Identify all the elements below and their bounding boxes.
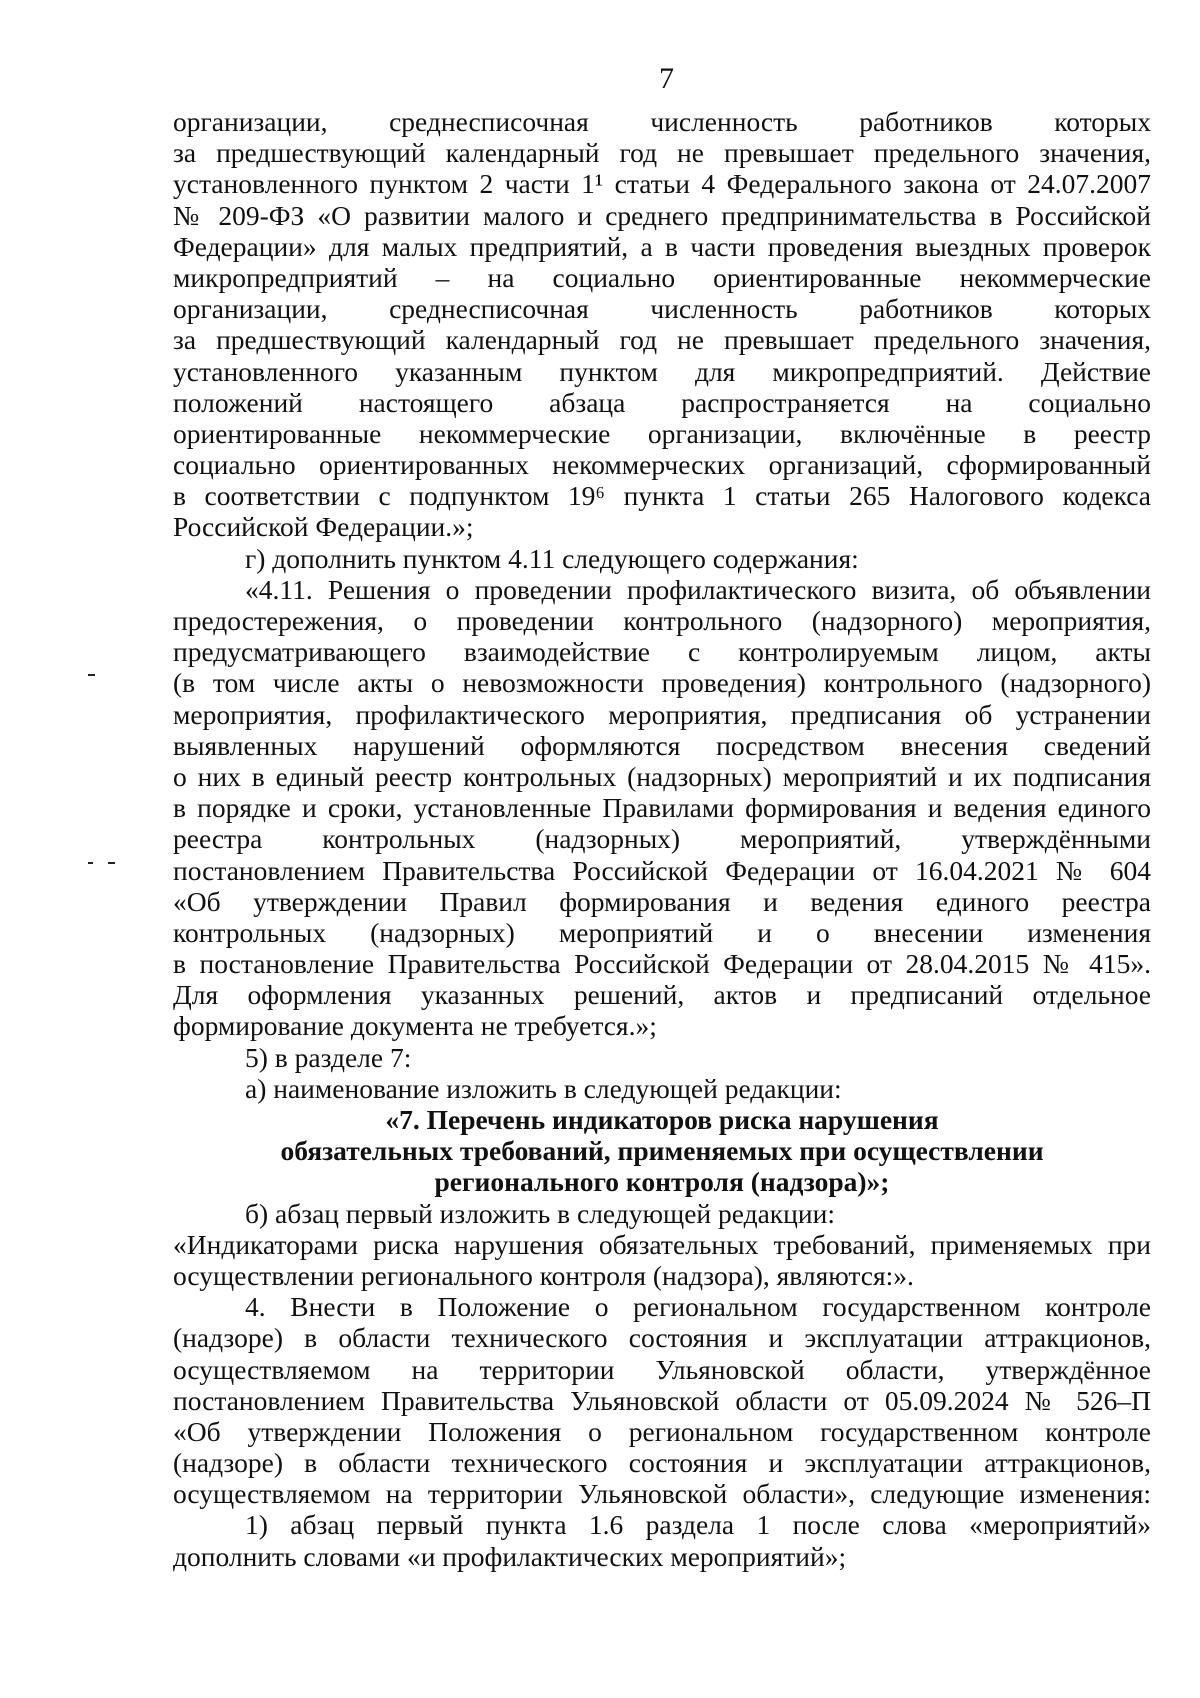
- text-line: 1) абзац первый пункта 1.6 раздела 1 после слова «мероприятий»: [245, 1509, 1151, 1541]
- text-line: мероприятия, профилактического мероприятия, предписания об устранении: [173, 698, 1151, 730]
- text-line: в постановление Правительства Российской Федерации от 28.04.2015 № 415».: [173, 948, 1151, 980]
- text-line: регионального контроля (надзора)»;: [434, 1166, 890, 1198]
- text-line: организации, среднесписочная численность работников которых: [173, 106, 1151, 137]
- text-line: «7. Перечень индикаторов риска нарушения: [385, 1104, 939, 1135]
- text-line: положений настоящего абзаца распространяется на социально: [173, 386, 1151, 418]
- text-line: № 209-ФЗ «О развитии малого и среднего предпринимательства в Российской: [173, 199, 1151, 231]
- text-line: «4.11. Решения о проведении профилактического визита, об объявлении: [245, 573, 1151, 605]
- text-line: осуществлении регионального контроля (надзора), являются:».: [173, 1259, 914, 1291]
- text-line: (надзоре) в области технического состояния и эксплуатации аттракционов,: [173, 1322, 1151, 1354]
- text-line: 5) в разделе 7:: [245, 1041, 412, 1073]
- text-line: дополнить словами «и профилактических мероприятий»;: [173, 1540, 847, 1572]
- text-line: выявленных нарушений оформляются посредством внесения сведений: [173, 729, 1151, 761]
- text-line: «Индикаторами риска нарушения обязательных требований, применяемых при: [173, 1228, 1151, 1260]
- text-line: б) абзац первый изложить в следующей редакции:: [245, 1197, 835, 1229]
- text-line: в соответствии с подпунктом 19⁶ пункта 1 статьи 265 Налогового кодекса: [173, 480, 1151, 512]
- scan-mark: [88, 862, 93, 864]
- page-number: 7: [659, 62, 674, 95]
- text-line: обязательных требований, применяемых при осуществлении: [280, 1135, 1044, 1167]
- text-line: г) дополнить пунктом 4.11 следующего содержания:: [245, 542, 859, 574]
- text-line: (в том числе акты о невозможности проведения) контрольного (надзорного): [173, 667, 1151, 699]
- text-line: о них в единый реестр контрольных (надзорных) мероприятий и их подписания: [173, 760, 1151, 792]
- text-line: Российской Федерации.»;: [173, 511, 474, 543]
- text-line: установленного указанным пунктом для микропредприятий. Действие: [173, 355, 1151, 387]
- text-line: постановлением Правительства Российской Федерации от 16.04.2021 № 604: [173, 854, 1151, 886]
- text-line: за предшествующий календарный год не превышает предельного значения,: [173, 137, 1151, 169]
- text-line: установленного пунктом 2 части 1¹ статьи 4 Федерального закона от 24.07.2007: [173, 168, 1151, 200]
- text-line: социально ориентированных некоммерческих организаций, сформированный: [173, 449, 1151, 481]
- text-line: контрольных (надзорных) мероприятий и о внесении изменения: [173, 916, 1151, 948]
- text-line: (надзоре) в области технического состояния и эксплуатации аттракционов,: [173, 1447, 1151, 1479]
- text-line: за предшествующий календарный год не превышает предельного значения,: [173, 324, 1151, 356]
- text-line: предусматривающего взаимодействие с контролируемым лицом, акты: [173, 636, 1151, 668]
- text-line: организации, среднесписочная численность работников которых: [173, 293, 1151, 325]
- document-body: [173, 106, 1151, 1572]
- scan-mark: [108, 862, 115, 864]
- text-line: ориентированные некоммерческие организации, включённые в реестр: [173, 417, 1151, 449]
- text-line: осуществляемом на территории Ульяновской области», следующие изменения:: [173, 1478, 1151, 1510]
- text-line: предостережения, о проведении контрольного (надзорного) мероприятия,: [173, 605, 1151, 636]
- text-line: «Об утверждении Правил формирования и ведения единого реестра: [173, 885, 1151, 917]
- text-line: Для оформления указанных решений, актов и предписаний отдельное: [173, 979, 1151, 1011]
- text-line: микропредприятий – на социально ориентированные некоммерческие: [173, 261, 1151, 293]
- text-line: реестра контрольных (надзорных) мероприятий, утверждёнными: [173, 823, 1151, 855]
- text-line: Федерации» для малых предприятий, а в части проведения выездных проверок: [173, 230, 1151, 262]
- text-line: постановлением Правительства Ульяновской области от 05.09.2024 № 526–П: [173, 1384, 1151, 1416]
- text-line: 4. Внести в Положение о региональном государственном контроле: [245, 1291, 1151, 1323]
- text-line: осуществляемом на территории Ульяновской области, утверждённое: [173, 1353, 1151, 1385]
- scan-mark: [88, 674, 95, 676]
- text-line: «Об утверждении Положения о региональном государственном контроле: [173, 1415, 1151, 1447]
- text-line: формирование документа не требуется.»;: [173, 1010, 657, 1042]
- text-line: в порядке и сроки, установленные Правилами формирования и ведения единого: [173, 792, 1151, 824]
- text-line: а) наименование изложить в следующей редакции:: [245, 1072, 842, 1104]
